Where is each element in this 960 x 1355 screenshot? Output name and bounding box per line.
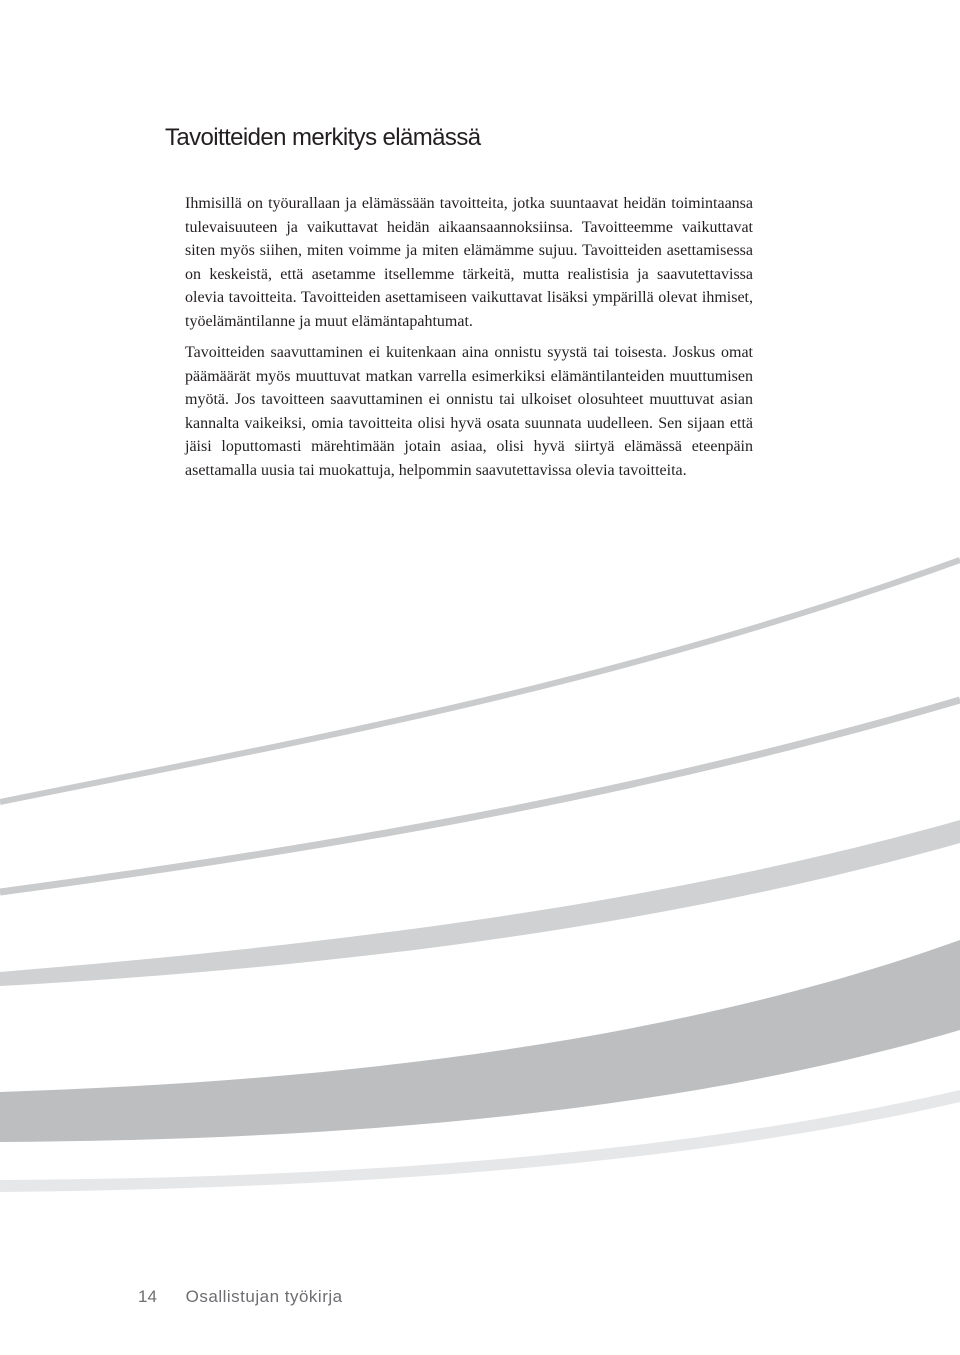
body-text xyxy=(185,192,753,490)
decor-arc-thin-1 xyxy=(0,560,960,802)
page-title: Tavoitteiden merkitys elämässä xyxy=(165,124,481,151)
page-footer xyxy=(138,1287,343,1307)
paragraph-1: Ihmisillä on työurallaan ja elämässään tavoitteita, jotka suuntaavat heidän toimintaansa tulevaisuuteen ja vaikuttavat heidän aikaansaannoksiinsa. Tavoitteemme vaikuttavat siten myös siihen, miten voimme ja miten elämämme sujuu. Tavoitteiden asettamisessa on keskeistä, että asetamme itsellemme tärkeitä, mutta realistisia ja saavutettavissa olevia tavoitteita. Tavoitteiden asettamiseen vaikuttavat lisäksi ympärillä olevat ihmiset, työelämäntilanne ja muut elämäntapahtumat. xyxy=(185,195,753,330)
page-number: 14 xyxy=(138,1287,157,1306)
publication-title: Osallistujan työkirja xyxy=(185,1287,343,1306)
paragraph-2: Tavoitteiden saavuttaminen ei kuitenkaan aina onnistu syystä tai toisesta. Joskus omat päämäärät myös muuttuvat matkan varrella esimerkiksi elämäntilanteiden muuttumisen myötä. Jos tavoitteen saavuttaminen ei onnistu tai ulkoiset olosuhteet muuttuvat asian kannalta vaikeiksi, omia tavoitteita olisi hyvä osata suunnata uudelleen. Sen sijaan että jäisi loputtomasti märehtimään jotain asiaa, olisi hyvä siirtyä elämässä eteenpäin asettamalla uusia tai muokattuja, helpommin saavutettavissa olevia tavoitteita. xyxy=(185,344,753,479)
decor-arc-band-1 xyxy=(0,820,960,986)
